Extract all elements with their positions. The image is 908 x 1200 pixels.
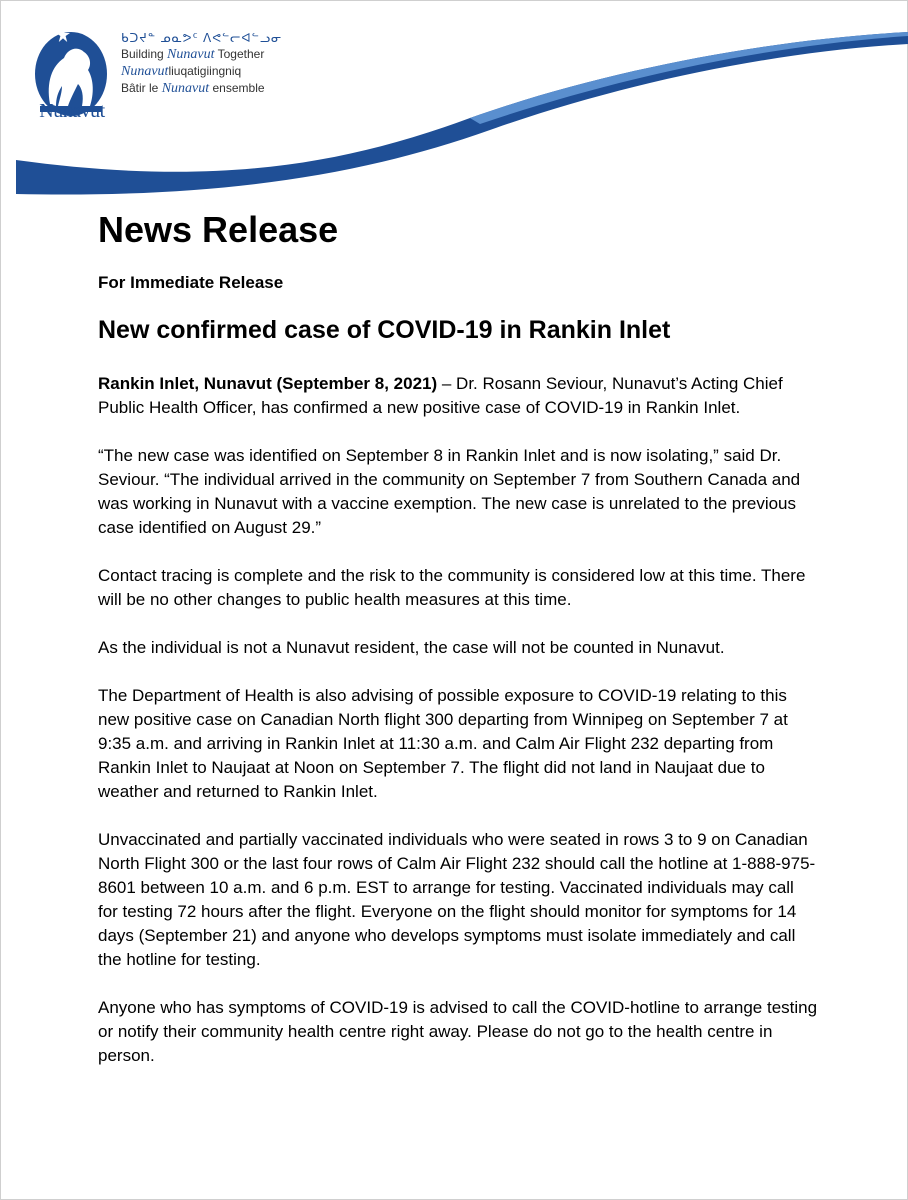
intro-paragraph [98, 372, 818, 420]
paragraph-symptoms: Anyone who has symptoms of COVID-19 is advised to call the COVID-hotline to arrange testing or notify their community health centre right away. Please do not go to the health centre in person. [98, 998, 818, 1065]
paragraph-quote: “The new case was identified on September 8 in Rankin Inlet and is now isolating,” said Dr. Seviour. “The individual arrived in the community on September 7 from Southern Canada and was working in Nunavut with a vaccine exemption. The new case is unrelated to the previous case identified on August 29.” [98, 446, 801, 537]
dateline: Rankin Inlet, Nunavut (September 8, 2021) [98, 374, 438, 393]
paragraph-exposure: The Department of Health is also advising of possible exposure to COVID-19 relating to this new positive case on Canadian North flight 300 departing from Winnipeg on September 7 at 9:35 a.m. and arriving in Rankin Inlet at 11:30 a.m. and Calm Air Flight 232 departing from Rankin Inlet to Naujaat at Noon on September 7. The flight did not land in Naujaat due to weather and returned to Rankin Inlet. [98, 686, 788, 801]
page-title: News Release [98, 209, 339, 250]
tagline-english: Building Nunavut Together [121, 47, 265, 62]
letterhead [0, 0, 908, 200]
news-release-body [98, 208, 818, 1068]
headline: New confirmed case of COVID-19 in Rankin Inlet [98, 316, 671, 344]
star-icon [56, 28, 70, 42]
paragraph-contact-tracing: Contact tracing is complete and the risk to the community is considered low at this time. There will be no other changes to public health measures at this time. [98, 566, 806, 609]
logo-wordmark: Nunavut [39, 100, 105, 122]
tagline-french: Bâtir le Nunavut ensemble [121, 81, 265, 96]
tagline [121, 30, 282, 97]
tagline-inuinnaqtun: Nunavutliuqatigiingniq [121, 64, 242, 79]
intro-text: – Dr. Rosann Seviour, Nunavut’s Acting Chief Public Health Officer, has confirmed a new positive case of COVID-19 in Rankin Inlet. [98, 374, 783, 417]
paragraph-testing: Unvaccinated and partially vaccinated individuals who were seated in rows 3 to 9 on Canadian North Flight 300 or the last four rows of Calm Air Flight 232 should call the hotline at 1-888-975-8601 between 10 a.m. and 6 p.m. EST to arrange for testing. Vaccinated individuals may call for testing 72 hours after the flight. Everyone on the flight should monitor for symptoms for 14 days (September 21) and anyone who develops symptoms must isolate immediately and call the hotline for testing. [98, 830, 816, 969]
paragraph-residency: As the individual is not a Nunavut resident, the case will not be counted in Nunavut. [98, 638, 725, 657]
release-status: For Immediate Release [98, 273, 284, 292]
tagline-syllabics: ᑲᑐᔪᓐ ᓄᓇᕗᑦ ᐱᕙᓪᓕᐊᓪᓗᓂ [121, 31, 283, 45]
